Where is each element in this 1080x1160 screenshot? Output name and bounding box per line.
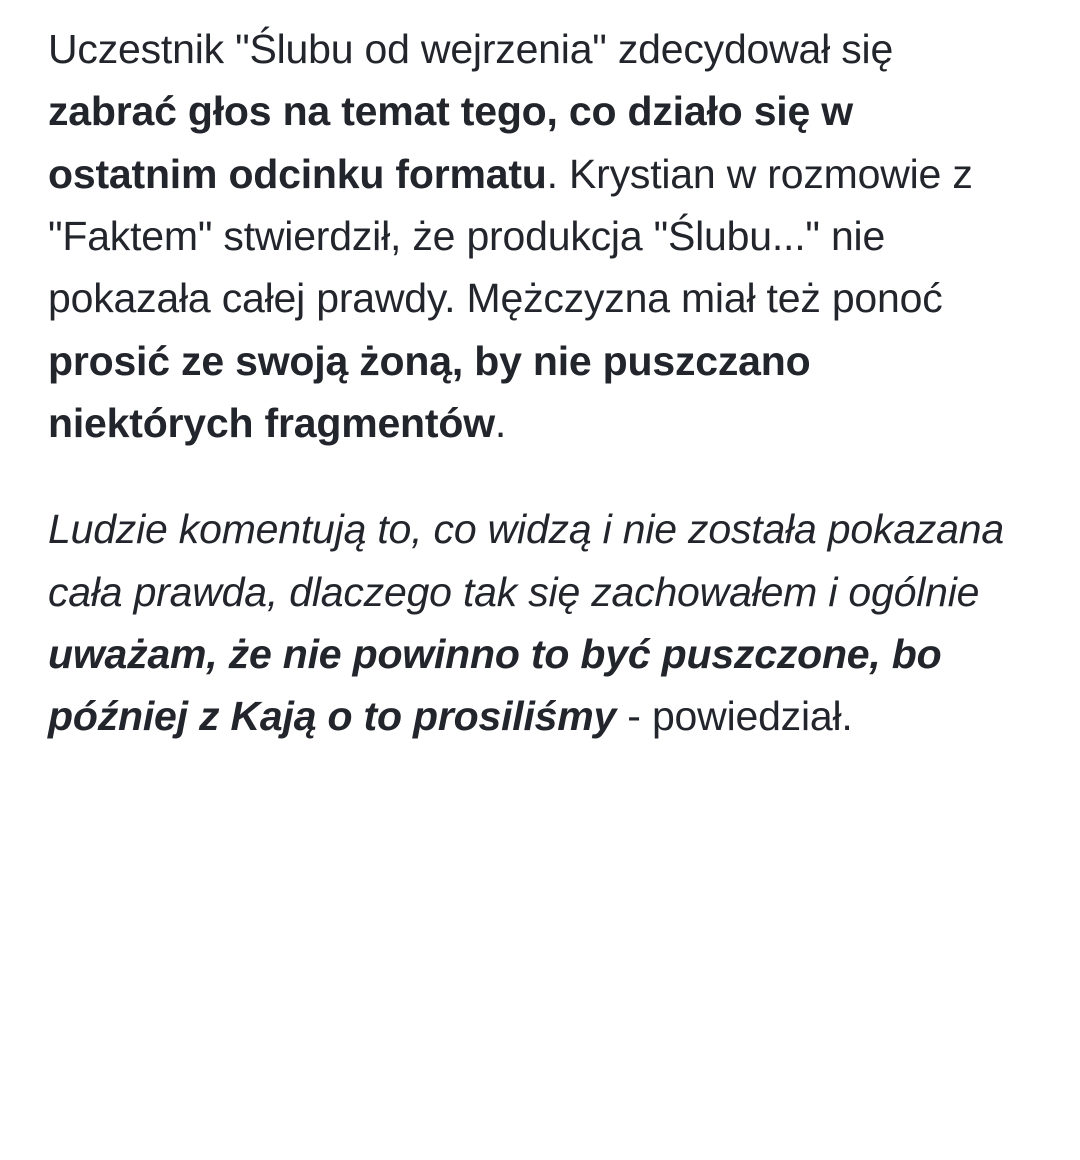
text-segment: Ludzie komentują to, co widzą i nie została pokazana cała prawda, dlaczego tak się zachowałem i ogólnie [48,506,1004,615]
text-segment: uważam, że nie powinno to być puszczone, bo później z Kają o to prosiliśmy [48,630,942,740]
text-segment: Uczestnik "Ślubu od wejrzenia" zdecydował się [48,26,894,72]
text-segment: prosić ze swoją żoną, by nie puszczano niektórych fragmentów [48,337,811,446]
text-segment: - [616,693,652,740]
article-paragraph-2-quote [48,498,1020,747]
text-segment: . Krystian w rozmowie z "Faktem" stwierdził, że produkcja "Ślubu..." nie pokazała całej prawdy. Mężczyzna miał też ponoć [48,150,973,322]
article-paragraph-1 [48,18,1020,454]
text-segment: . [494,399,507,446]
text-segment: powiedział. [651,693,853,740]
text-segment: zabrać głos na temat tego, co działo się w ostatnim odcinku formatu [48,88,853,197]
